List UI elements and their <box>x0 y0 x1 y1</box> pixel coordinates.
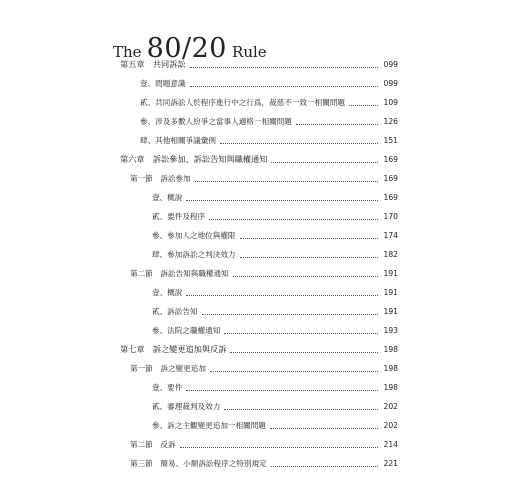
dot-leader <box>209 218 378 220</box>
toc-entry <box>120 112 398 131</box>
toc-entry-page-number: 099 <box>383 59 398 69</box>
dot-leader <box>230 351 378 353</box>
toc-entry-page-number: 169 <box>383 154 398 164</box>
toc-entry-page-number: 109 <box>383 97 398 107</box>
toc-entry-page-number: 099 <box>383 78 398 88</box>
dot-leader <box>349 104 378 106</box>
toc-entry-page-number: 221 <box>383 458 398 468</box>
toc-entry-title: 第七章 訴之變更追加與反訴 <box>120 344 227 355</box>
dot-leader <box>271 161 378 163</box>
toc-entry <box>120 454 398 473</box>
toc-entry-title: 第一節 訴之變更追加 <box>130 363 206 373</box>
toc-entry-page-number: 198 <box>383 363 398 373</box>
dot-leader <box>296 123 378 125</box>
toc-entry-title: 貳、共同訴訟人於程序進行中之行爲，裁慈不一致一相關問題 <box>140 97 346 107</box>
toc-entry-title: 第二節 反訴 <box>130 439 176 449</box>
toc-entry-page-number: 202 <box>383 401 398 411</box>
dot-leader <box>186 389 378 391</box>
toc-entry <box>120 340 398 359</box>
toc-entry <box>120 378 398 397</box>
toc-entry <box>120 264 398 283</box>
toc-entry <box>120 321 398 340</box>
dot-leader <box>190 85 378 87</box>
toc-entry-title: 貳、訴訟告知 <box>152 306 198 316</box>
dot-leader <box>210 370 378 372</box>
toc-entry-title: 壹、要件 <box>152 382 183 392</box>
toc-entry-title: 貳、要件及程序 <box>152 211 206 221</box>
toc-entry <box>120 435 398 454</box>
toc-entry-page-number: 174 <box>383 230 398 240</box>
toc-entry-page-number: 214 <box>383 439 398 449</box>
toc-entry <box>120 150 398 169</box>
toc-entry-page-number: 198 <box>383 344 398 354</box>
toc-entry <box>120 93 398 112</box>
toc-entry <box>120 55 398 74</box>
toc-entry-title: 第六章 訴訟參加、訴訟告知與職權通知 <box>120 154 268 165</box>
toc-entry-title: 肆、參加訴訟之判決效力 <box>152 249 236 259</box>
toc-entry-page-number: 169 <box>383 173 398 183</box>
toc-entry-title: 參、參加人之地位與權限 <box>152 230 236 240</box>
toc-entry-page-number: 191 <box>383 306 398 316</box>
toc-entry-page-number: 170 <box>383 211 398 221</box>
toc-entry-title: 第二節 訴訟告知與職權通知 <box>130 268 229 278</box>
toc-entry-title: 壹、概說 <box>152 287 183 297</box>
dot-leader <box>233 275 378 277</box>
toc-entry-title: 壹、問題意識 <box>140 78 186 88</box>
table-of-contents <box>120 55 398 473</box>
dot-leader <box>270 427 378 429</box>
title-prefix: The <box>113 43 142 61</box>
title-number: 80/20 <box>146 33 227 64</box>
toc-entry-page-number: 169 <box>383 192 398 202</box>
toc-entry <box>120 207 398 226</box>
toc-entry-title: 貳、審理裁判及效力 <box>152 401 221 411</box>
toc-entry-page-number: 126 <box>383 116 398 126</box>
toc-entry <box>120 397 398 416</box>
toc-entry-title: 參、法院之職權通知 <box>152 325 221 335</box>
toc-entry <box>120 188 398 207</box>
dot-leader <box>180 446 378 448</box>
dot-leader <box>195 180 378 182</box>
dot-leader <box>224 408 378 410</box>
toc-entry <box>120 226 398 245</box>
toc-entry-title: 第五章 共同訴訟 <box>120 59 186 70</box>
dot-leader <box>220 142 378 144</box>
dot-leader <box>271 465 378 467</box>
dot-leader <box>240 237 378 239</box>
dot-leader <box>186 294 378 296</box>
toc-entry <box>120 74 398 93</box>
toc-entry-title: 第一節 訴訟參加 <box>130 173 191 183</box>
toc-entry-title: 壹、概說 <box>152 192 183 202</box>
toc-entry-page-number: 182 <box>383 249 398 259</box>
toc-entry-page-number: 191 <box>383 268 398 278</box>
toc-entry-title: 參、訴之主觀變更追加一相關問題 <box>152 420 266 430</box>
toc-entry <box>120 245 398 264</box>
title-suffix: Rule <box>232 43 267 61</box>
dot-leader <box>240 256 378 258</box>
toc-entry-page-number: 151 <box>383 135 398 145</box>
dot-leader <box>202 313 378 315</box>
toc-entry-title: 參、涉及多數人紛爭之當事人適格一相關問題 <box>140 116 292 126</box>
dot-leader <box>190 66 378 68</box>
toc-entry-page-number: 198 <box>383 382 398 392</box>
toc-entry <box>120 169 398 188</box>
toc-entry <box>120 283 398 302</box>
toc-entry <box>120 359 398 378</box>
dot-leader <box>224 332 378 334</box>
toc-entry-page-number: 193 <box>383 325 398 335</box>
toc-entry-page-number: 191 <box>383 287 398 297</box>
dot-leader <box>186 199 378 201</box>
toc-entry <box>120 416 398 435</box>
toc-entry-page-number: 202 <box>383 420 398 430</box>
toc-entry <box>120 302 398 321</box>
toc-entry-title: 肆、其他相關爭議彙例 <box>140 135 216 145</box>
toc-entry <box>120 131 398 150</box>
toc-entry-title: 第三節 簡易、小額訴訟程序之特別規定 <box>130 458 267 468</box>
